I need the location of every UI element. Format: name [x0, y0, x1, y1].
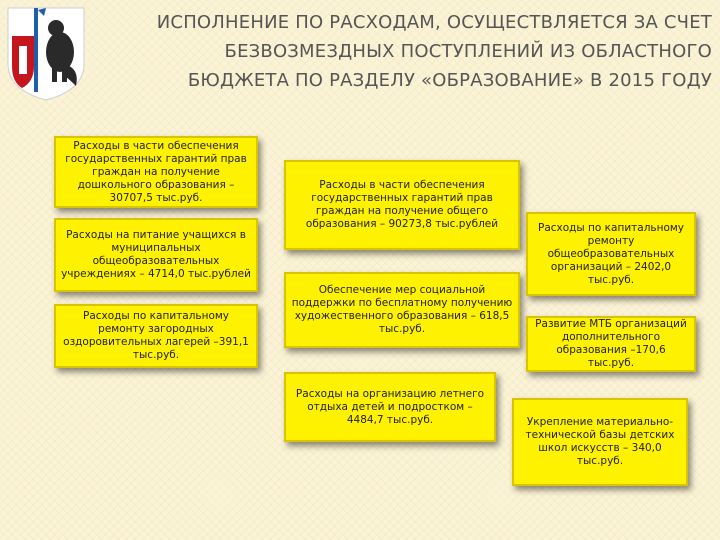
card-text: Расходы на питание учащихся в муниципальных общеобразовательных учреждениях – 4714,0 тыс.рублей [61, 229, 251, 280]
card-text: Расходы в части обеспечения государственных гарантий прав граждан на получение общего образования – 90273,8 тыс.рублей [305, 179, 499, 230]
card-general-education-guarantees [284, 160, 520, 250]
card-text: Укрепление материально-технической базы детских школ искусств – 340,0 тыс.руб. [525, 416, 675, 467]
card-text: Расходы по капитальному ремонту загородных оздоровительных лагерей –391,1 тыс.руб. [63, 310, 249, 361]
card-text: Обеспечение мер социальной поддержки по бесплатному получению художественного образования – 618,5 тыс.руб. [291, 284, 513, 335]
card-text: Расходы на организацию летнего отдыха детей и подростком – 4484,7 тыс.руб. [295, 387, 485, 426]
card-student-meals [54, 218, 258, 292]
title-line-2: БЕЗВОЗМЕЗДНЫХ ПОСТУПЛЕНИЙ ИЗ ОБЛАСТНОГО [224, 41, 712, 62]
card-text: Развитие МТБ организаций дополнительного образования –170,6 тыс.руб. [535, 318, 687, 369]
title-line-1: ИСПОЛНЕНИЕ ПО РАСХОДАМ, ОСУЩЕСТВЛЯЕТСЯ ЗА СЧЕТ [156, 12, 712, 33]
title-line-3: БЮДЖЕТА ПО РАЗДЕЛУ «ОБРАЗОВАНИЕ» В 2015 ГОДУ [187, 70, 712, 91]
card-school-capital-repair [526, 212, 696, 296]
card-extra-education-mtb [526, 316, 696, 372]
card-preschool-education-guarantees [54, 136, 258, 208]
page-title [130, 8, 712, 95]
card-art-schools-mtb [512, 398, 688, 486]
card-text: Расходы в части обеспечения государственных гарантий прав граждан на получение дошкольного образования – 30707,5 тыс.руб. [65, 139, 247, 204]
coat-of-arms-emblem [4, 2, 88, 102]
card-art-education-support [284, 272, 520, 348]
card-text: Расходы по капитальному ремонту общеобразовательных организаций – 2402,0 тыс.руб. [537, 221, 685, 286]
card-summer-recreation [284, 372, 496, 442]
card-summer-camp-repair [54, 304, 258, 368]
